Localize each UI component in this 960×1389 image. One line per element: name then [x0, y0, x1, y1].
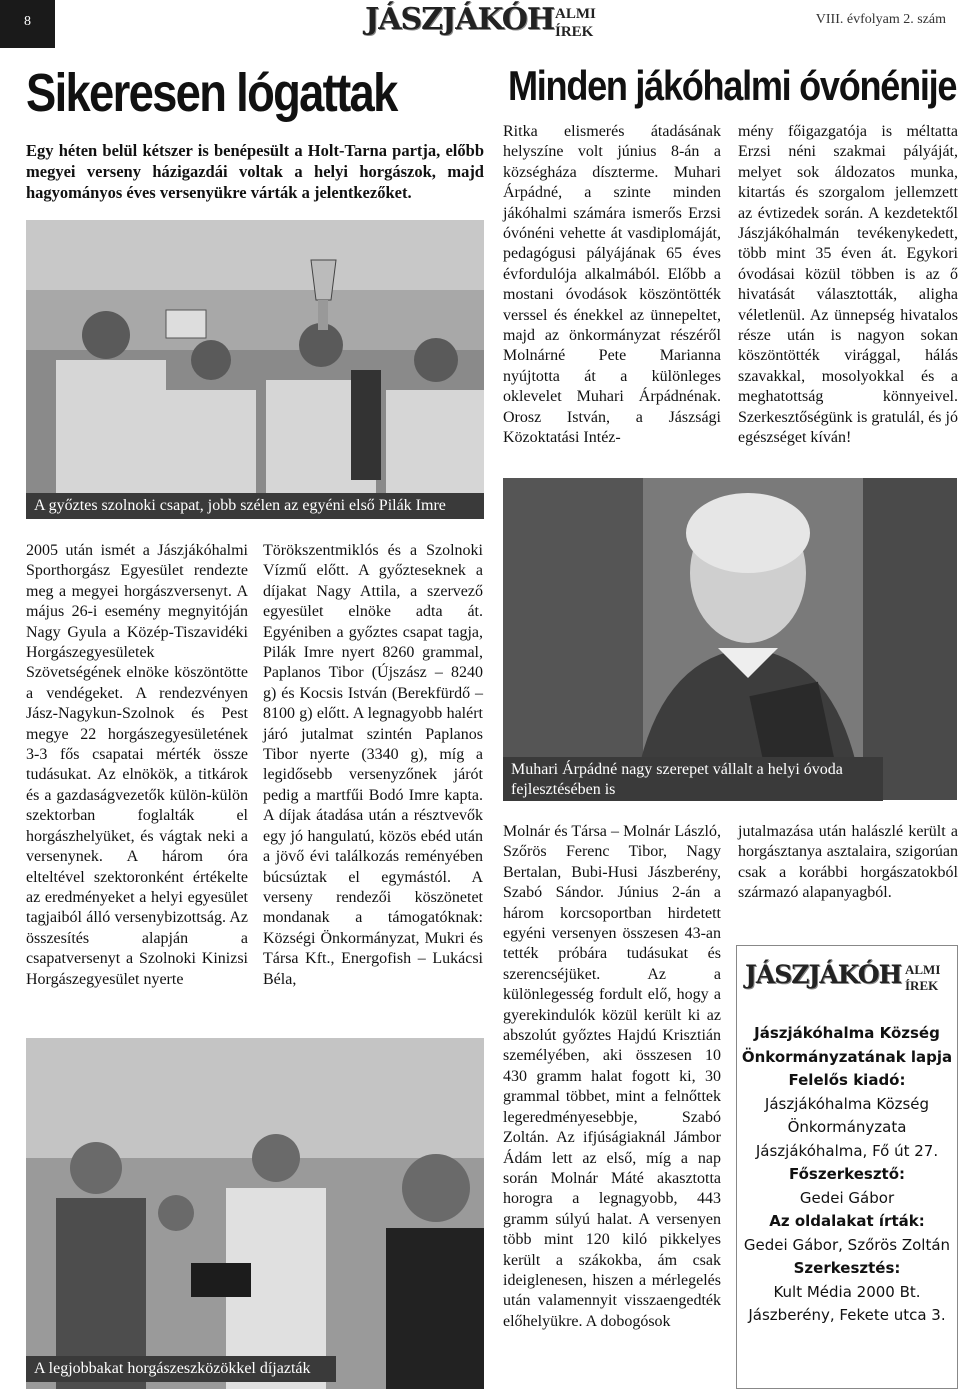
article2-column-1: Ritka elismerés átadásának helyszíne volt június 8-án a községháza díszterme. Muhari Árpádné, a szinte minden jákóhalmi számára ismerős Erzsi óvónéni vehette át vasdiplomáját, pedagógusi pályájának 65 éves évfordulója alkalmából. Előbb a mostani óvodások köszöntötték verssel és énekkel az ünnepeltet, majd az önkormányzat részéről Molnárné Pete Marianna nyújtotta át a különleges oklevelet Muhari Árpádnénak. Orosz István, a Jászsági Közoktatási Intéz-: [503, 123, 721, 447]
issue-label: VIII. évfolyam 2. szám: [815, 12, 946, 27]
imprint-line-4: Jászjákóhalma Község: [764, 1094, 930, 1113]
team-trophy-photo: [26, 220, 484, 493]
teacher-photo-caption: Muhari Árpádné nagy szerepet vállalt a helyi óvoda fejlesztésében is: [503, 757, 883, 801]
masthead-logo-main: JÁSZJÁKÓH: [365, 2, 555, 37]
article1-column-4: jutalmazása után halászlé került a horgásztanya asztalaira, szigorúan csak a korábbi horgászatokból származó alapanyagból.: [738, 823, 958, 902]
article2-column-2: mény főigazgatója is méltatta Erzsi néni szakmai pályáját, melyet sok áldozatos munka, kitartás és szorgalom jellemzett az évtizedek során. A kezdetektől Jászjákóhalmán tevékenykedett, több mint 35 éven át. Egykori óvodásai közül többen is az ő hivatását választották, aligha véletlenül. Az ünnepség hivatalos része után is nagyon sokan köszöntötték virággal, hálás szavakkal, mosolyokkal és a meghatottság könnyeivel. Szerkesztőségünk is gratulál, és jó egészséget kíván!: [738, 123, 958, 447]
article1-column-2: Törökszentmiklós és a Szolnoki Vízmű előtt. A győzteseknek a díjakat Nagy Attila, a szervező egyesület elnöke adta át. Egyéniben a győztes csapat tagja, Pilák Imre nyert 8260 grammal, Paplanos Tibor (Újszász – 8240 g) és Kocsis István (Berekfürdő – 8100 g) előtt. A legnagyobb halért járó jutalmat szintén Paplanos Tibor nyerte (3340 g), míg a legidősebb versenyzőnek járót pedig a martfűi Bodó Imre kapta. A díjak átadása után a résztvevők egy jó hangulatú, közös ebéd után a jövő évi találkozás reményében búcsúztak el egymástól. A verseny rendezői köszönetet mondanak a támogatóknak: Községi Önkormányzat, Mukri és Társa Kft., Energofish – Lukácsi Béla,: [263, 542, 483, 988]
team-trophy-image: [26, 220, 484, 493]
article2-title: Minden jákóhalmi óvónénije: [508, 62, 957, 109]
imprint-text: [737, 1022, 957, 1328]
page-number: 8: [0, 0, 55, 48]
imprint-line-11: Szerkesztés:: [793, 1259, 901, 1277]
imprint-logo: [745, 956, 951, 1006]
imprint-line-1: Jászjákóhalma Község: [754, 1024, 940, 1042]
article1-column-3: Molnár és Társa – Molnár László, Szőrös Ferenc Tibor, Nagy Bertalan, Bubi-Husi Jászberény, Szabó Sándor. Június 2-án a három korcsoportban hirdetett egyéni versenyen összesen 43-an tették próbára tudásukat és szerencséjüket. Az a különlegesség fordult elő, hogy a gyerekindulók közül került ki az abszolút győztes Hajdú Krisztián személyében, aki összesen 10 430 gramm halat fogott ki, 30 grammal többet, mint a felnőttek legeredményesebbje, Szabó Zoltán. Az ifjúságiaknál Jámbor Ádám lett az első, míg a nap során Molnár Máté akasztotta horogra a legnagyobb, 443 gramm súlyú halat. A versenyen több mint 120 kiló pikkelyes került a szákokba, ám csak ideiglenesen, hiszen a mérlegelés után valamennyit visszaengedték előhelyükre. A dobogósok: [503, 823, 721, 1330]
imprint-line-5: Önkormányzata: [787, 1118, 907, 1136]
teacher-portrait-image: [503, 478, 957, 800]
teacher-portrait-photo: [503, 478, 957, 800]
imprint-line-10: Gedei Gábor, Szőrös Zoltán: [743, 1235, 951, 1254]
imprint-line-9: Az oldalakat írták:: [769, 1212, 925, 1230]
imprint-line-7: Főszerkesztő:: [788, 1165, 906, 1183]
imprint-line-12: Kult Média 2000 Bt.: [773, 1282, 921, 1301]
imprint-box: [736, 945, 958, 1389]
imprint-line-6: Jászjákóhalma, Fő út 27.: [755, 1141, 939, 1160]
article1-lead: Egy héten belül kétszer is benépesült a Holt-Tarna partja, előbb megyei verseny házigazdái voltak a helyi horgászok, majd hagyományos éves versenyükre várták a jelentkezőket.: [26, 141, 484, 202]
masthead-logo-bottom: ÍREK: [555, 24, 594, 40]
imprint-logo-main: JÁSZJÁKÓH: [745, 960, 902, 989]
article1-column-1: 2005 után ismét a Jászjákóhalmi Sporthorgász Egyesület rendezte meg a megyei horgászversenyt. A május 26-i esemény megnyitóján Nagy Gyula a Közép-Tiszavidéki Horgászegyesületek Szövetségének elnöke köszöntötte a vendégeket. A rendezvényen Jász-Nagykun-Szolnok és Pest megye 22 horgászegyesületének 3-3 fős csapatai mérték össze tudásukat. Az elnökök, a titkárok és a gazdaságvezetők külön-külön szektorban foglalták el horgászhelyüket, és vágtak neki a versenynek. A három óra elteltével szektoronként értékelte az eredményeket a helyi egyesület tagjaiból álló versenybizottság. Az összesítés alapján a csapatversenyt a Szolnoki Kinizsi Horgászegyesület nyerte: [26, 542, 248, 988]
imprint-line-3: Felelős kiadó:: [788, 1071, 906, 1089]
team-photo-caption: A győztes szolnoki csapat, jobb szélen az egyéni első Pilák Imre: [26, 493, 484, 519]
imprint-line-13: Jászberény, Fekete utca 3.: [748, 1306, 946, 1324]
masthead-logo: [365, 0, 625, 46]
imprint-logo-top: ALMI: [905, 962, 941, 977]
masthead-logo-top: ALMI: [555, 6, 596, 22]
imprint-line-8: Gedei Gábor: [799, 1188, 895, 1207]
prize-giving-image: [26, 1038, 484, 1389]
article1-title: Sikeresen lógattak: [26, 63, 397, 123]
prize-giving-photo: [26, 1038, 484, 1389]
imprint-logo-bottom: ÍREK: [905, 978, 939, 993]
imprint-line-2: Önkormányzatának lapja: [741, 1047, 953, 1066]
prize-photo-caption: A legjobbakat horgászeszközökkel díjazták: [26, 1356, 336, 1382]
